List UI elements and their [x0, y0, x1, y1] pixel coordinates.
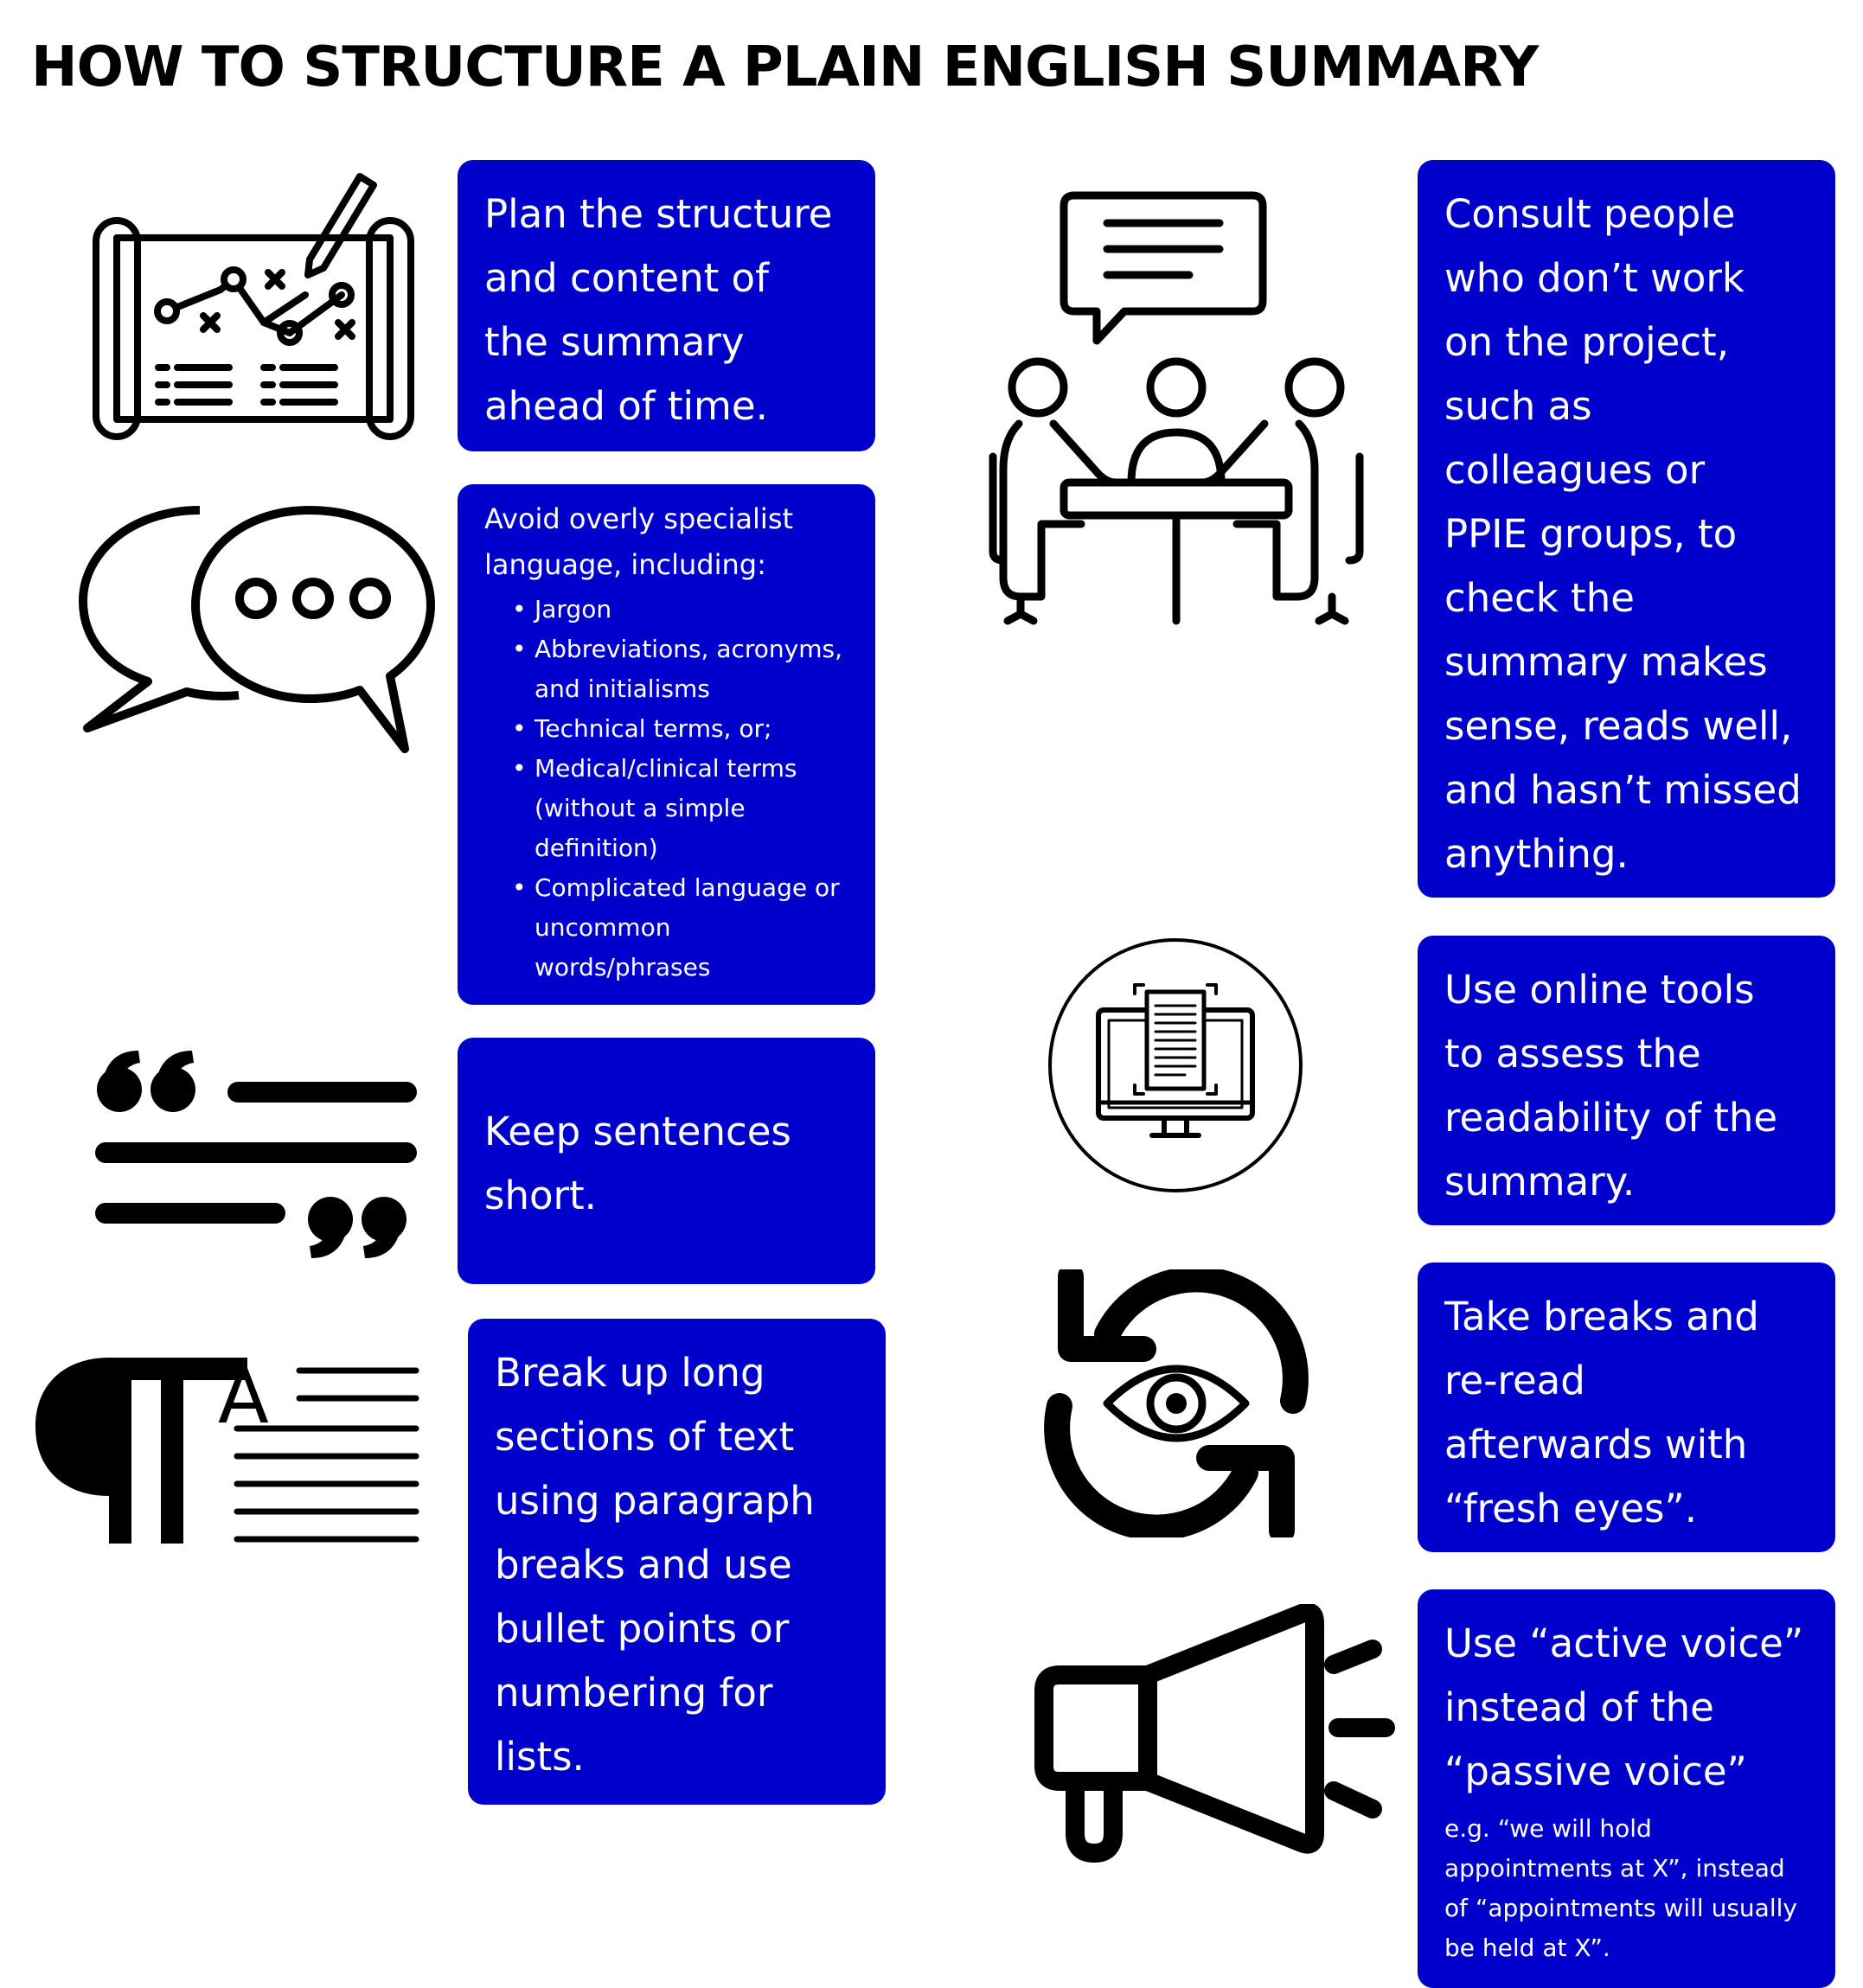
- tip-card-voice: [1418, 1589, 1835, 1988]
- list-item: • Medical/clinical terms (without a simple definition): [535, 749, 849, 868]
- tip-text-language-intro: Avoid overly specialist language, including:: [484, 502, 794, 581]
- tip-card-breaks: [1418, 1262, 1835, 1552]
- tip-text-voice: Use “active voice” instead of the “passive voice”: [1444, 1620, 1804, 1794]
- tip-card-plan: [458, 160, 875, 451]
- tip-text-plan: Plan the structure and content of the summary ahead of time.: [484, 191, 833, 429]
- page-title: HOW TO STRUCTURE A PLAIN ENGLISH SUMMARY: [31, 35, 1539, 99]
- tip-card-language: [458, 484, 875, 1005]
- megaphone-icon: [1034, 1604, 1405, 1863]
- tip-text-voice-example: e.g. “we will hold appointments at X”, instead of “appointments will usually be held at X”.: [1444, 1814, 1797, 1962]
- tip-card-tools: [1418, 936, 1835, 1225]
- computer-document-icon: [1047, 936, 1304, 1194]
- tip-text-breaks: Take breaks and re-read afterwards with “fresh eyes”.: [1444, 1294, 1759, 1531]
- list-item: • Technical terms, or;: [535, 709, 849, 749]
- list-item: • Abbreviations, acronyms, and initialisms: [535, 630, 849, 709]
- blueprint-chart-pencil-icon: [91, 169, 419, 445]
- tip-card-paragraphs: [468, 1319, 886, 1805]
- jargon-list: [484, 590, 849, 988]
- tip-text-tools: Use online tools to assess the readability of the summary.: [1444, 967, 1778, 1205]
- tip-text-consult: Consult people who don’t work on the project, such as colleagues or PPIE groups, to check the summary makes sense, reads well, and hasn’t missed anything.: [1444, 191, 1802, 877]
- quote-lines-icon: [95, 1051, 424, 1275]
- tip-text-sentences: Keep sentences short.: [484, 1109, 791, 1218]
- refresh-eye-icon: [1042, 1269, 1310, 1537]
- tip-card-sentences: [458, 1038, 875, 1284]
- meeting-table-icon: [977, 189, 1375, 630]
- paragraph-text-icon: [31, 1340, 429, 1548]
- tip-card-consult: [1418, 160, 1835, 898]
- paragraph-icon-letter: A: [218, 1354, 269, 1441]
- list-item: • Complicated language or uncommon words/phrases: [535, 868, 849, 988]
- tip-text-paragraphs: Break up long sections of text using paragraph breaks and use bullet points or numbering for lists.: [495, 1350, 815, 1780]
- list-item: • Jargon: [535, 590, 849, 630]
- speech-bubbles-icon: [74, 502, 438, 761]
